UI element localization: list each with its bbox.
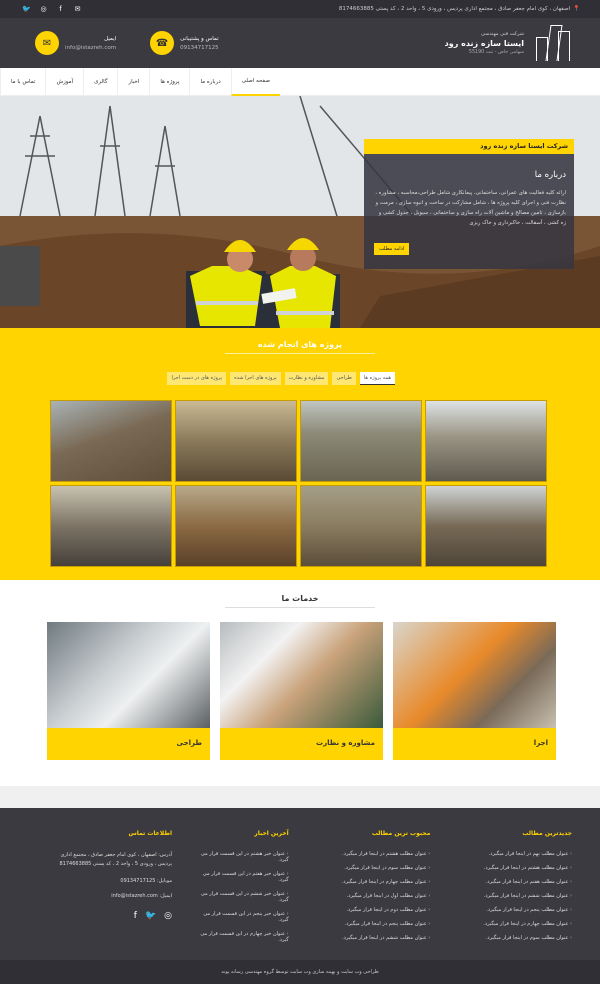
footer-link[interactable]: ‹ عنوان مطلب پنجم در اینجا قرار میگیرد. [452, 907, 572, 913]
location-icon: 📍 [573, 6, 580, 12]
tab-design[interactable]: طراحی [332, 372, 355, 385]
footer-email[interactable]: ایمیل: info@istazreh.com [111, 893, 173, 899]
project-thumbnail[interactable] [425, 485, 547, 567]
project-thumbnail[interactable] [50, 485, 172, 567]
footer-link[interactable]: ‹ عنوان مطلب سوم در اینجا قرار میگیرد. [452, 935, 572, 941]
nav-training[interactable]: آموزش [45, 68, 83, 96]
hero-banner [0, 96, 600, 328]
nav-contact[interactable]: تماس با ما [0, 68, 45, 96]
footer-mobile: موبایل: 09134717125 [120, 878, 173, 884]
footer-heading: آخرین اخبار [254, 830, 289, 837]
logo-tagline: سهامی خاص - ثبت 55190 [468, 50, 524, 55]
envelope-icon: ✉ [35, 31, 59, 55]
service-card-consulting[interactable] [220, 622, 383, 760]
footer-address: آدرس: اصفهان ، کوی امام جعفر صادق ، مجتمع اداری پردیس ، ورودی 5 ، واحد 2 ، کد پستی 8174663885 [59, 852, 173, 867]
footer-latest-news [194, 830, 289, 960]
footer-link[interactable]: ‹ عنوان مطلب هشتم در اینجا قرار میگیرد. [310, 851, 430, 857]
footer-heading: اطلاعات تماس [128, 830, 173, 837]
title-divider [225, 353, 375, 354]
logo-name: ایستا سازه زنده رود [444, 39, 524, 48]
footer-link[interactable]: ‹ عنوان مطلب چهارم در اینجا قرار میگیرد. [310, 879, 430, 885]
footer-popular-posts [310, 830, 430, 960]
footer-link[interactable]: ‹ عنوان خبر پنجم در این قسمت قرار می گیرد. [194, 911, 289, 923]
footer-contact-info [52, 830, 172, 960]
phone-value[interactable]: 09134717125 [180, 44, 219, 51]
nav-home[interactable]: صفحه اصلی [231, 68, 280, 96]
main-nav [0, 68, 600, 96]
project-thumbnail[interactable] [50, 400, 172, 482]
service-caption: طراحی [47, 728, 210, 760]
building-logo-icon [530, 25, 570, 61]
footer-social [52, 911, 172, 921]
footer-heading: محبوب ترین مطالب [371, 830, 431, 837]
phone-contact[interactable] [150, 31, 219, 55]
footer-link[interactable]: ‹ عنوان خبر ششم در این قسمت قرار می گیرد. [194, 891, 289, 903]
mail-icon[interactable]: ✉ [74, 5, 81, 13]
copyright-bar: طراحی وب سایت و بهینه سازی وب سایت توسط گروه مهندسی رسانه پونه [0, 960, 600, 984]
phone-icon: ☎ [150, 31, 174, 55]
gloved-hands-image [47, 622, 210, 728]
footer-latest-posts [452, 830, 572, 960]
title-divider [225, 607, 375, 608]
services-section [0, 580, 600, 786]
about-box [364, 139, 574, 269]
top-address [339, 6, 580, 12]
address-text: اصفهان ، کوی امام جعفر صادق ، مجتمع اداری پردیس ، ورودی 5 ، واحد 2 ، کد پستی 8174663885 [338, 6, 571, 12]
phone-title: تماس و پشتیبانی [180, 35, 219, 42]
footer-link[interactable]: ‹ عنوان مطلب سوم در اینجا قرار میگیرد. [310, 865, 430, 871]
email-value[interactable]: info@istazreh.com [65, 44, 117, 51]
header-contacts [35, 31, 219, 55]
project-thumbnail[interactable] [175, 400, 297, 482]
site-logo[interactable] [445, 25, 570, 61]
about-text: ارائه کلیه فعالیت های عمرانی، ساختمانی، پیمانکاری شامل طراحی،محاسبه ، مشاوره ، نظارت فنی و اجرای کلیه پروژه ها ، شامل مشارکت در ساخت و انبوه سازی ، مرمت و بازسازی ، تامین مصالح و ماشین آلات راه سازی و ساختمانی ، سیویل ، جدول کشی و زه کشی ، آسفالت ، خاکبرداری و خاک ریزی [375, 190, 566, 226]
project-thumbnail[interactable] [175, 485, 297, 567]
nav-news[interactable]: اخبار [117, 68, 149, 96]
tab-in-progress[interactable]: پروژه های در دست اجرا [167, 372, 226, 385]
email-contact[interactable] [35, 31, 116, 55]
footer-link[interactable]: ‹ عنوان مطلب چهارم در اینجا قرار میگیرد. [452, 921, 572, 927]
section-spacer [0, 786, 600, 808]
top-bar [0, 0, 600, 18]
tab-completed[interactable]: پروژه های اجرا شده [230, 372, 281, 385]
footer-link[interactable]: ‹ عنوان مطلب نهم در اینجا قرار میگیرد. [452, 851, 572, 857]
project-thumbnail[interactable] [425, 400, 547, 482]
tab-consulting[interactable]: مشاوره و نظارت [285, 372, 329, 385]
nav-gallery[interactable]: گالری [83, 68, 117, 96]
footer-link[interactable]: ‹ عنوان خبر هفتم در این قسمت قرار می گیرد. [194, 871, 289, 883]
nav-about[interactable]: درباره ما [189, 68, 230, 96]
instagram-icon[interactable]: ◎ [40, 5, 47, 13]
service-caption: مشاوره و نظارت [220, 728, 383, 760]
projects-title: پروژه های انجام شده [257, 340, 343, 349]
twitter-icon[interactable]: 🐦 [144, 911, 157, 921]
worker-machinery-image [393, 622, 556, 728]
instagram-icon[interactable]: ◎ [164, 911, 173, 921]
header [0, 18, 600, 68]
footer [0, 808, 600, 960]
email-title: ایمیل [104, 35, 117, 42]
logo-subtitle: شرکت فنی مهندسی [481, 31, 524, 37]
service-card-execution[interactable] [393, 622, 556, 760]
service-card-design[interactable] [47, 622, 210, 760]
facebook-icon[interactable]: f [59, 5, 62, 13]
company-name-bar: شرکت ایستا سازه زنده رود [364, 139, 574, 154]
about-title: درباره ما [534, 170, 566, 180]
footer-link[interactable]: ‹ عنوان مطلب دوم در اینجا قرار میگیرد. [310, 907, 430, 913]
services-title: خدمات ما [281, 594, 319, 603]
projects-section [0, 328, 600, 580]
facebook-icon[interactable]: f [133, 911, 137, 921]
service-cards [47, 622, 556, 760]
footer-link[interactable]: ‹ عنوان مطلب هفتم در اینجا قرار میگیرد. [452, 879, 572, 885]
twitter-icon[interactable]: 🐦 [22, 5, 31, 13]
tab-all-projects[interactable]: همه پروژه ها [360, 372, 395, 385]
footer-link[interactable]: ‹ عنوان مطلب ششم در اینجا قرار میگیرد. [452, 893, 572, 899]
engineers-helmets-image [220, 622, 383, 728]
footer-link[interactable]: ‹ عنوان مطلب پنجم در اینجا قرار میگیرد. [310, 921, 430, 927]
footer-link[interactable]: ‹ عنوان مطلب ششم در اینجا قرار میگیرد. [310, 935, 430, 941]
nav-projects[interactable]: پروژه ها [149, 68, 189, 96]
footer-heading: جدیدترین مطالب [522, 830, 572, 837]
project-gallery [50, 400, 547, 567]
social-links [20, 3, 84, 16]
footer-link[interactable]: ‹ عنوان خبر هشتم در این قسمت قرار می گیرد. [194, 851, 289, 863]
footer-link[interactable]: ‹ عنوان مطلب اول در اینجا قرار میگیرد. [310, 893, 430, 899]
service-caption: اجرا [393, 728, 556, 760]
project-thumbnail[interactable] [300, 400, 422, 482]
footer-link[interactable]: ‹ عنوان مطلب هشتم در اینجا قرار میگیرد. [452, 865, 572, 871]
footer-link[interactable]: ‹ عنوان خبر چهارم در این قسمت قرار می گیرد. [194, 931, 289, 943]
project-thumbnail[interactable] [300, 485, 422, 567]
read-more-button[interactable]: ادامه مطلب [374, 243, 409, 255]
project-filter-tabs [167, 372, 395, 385]
